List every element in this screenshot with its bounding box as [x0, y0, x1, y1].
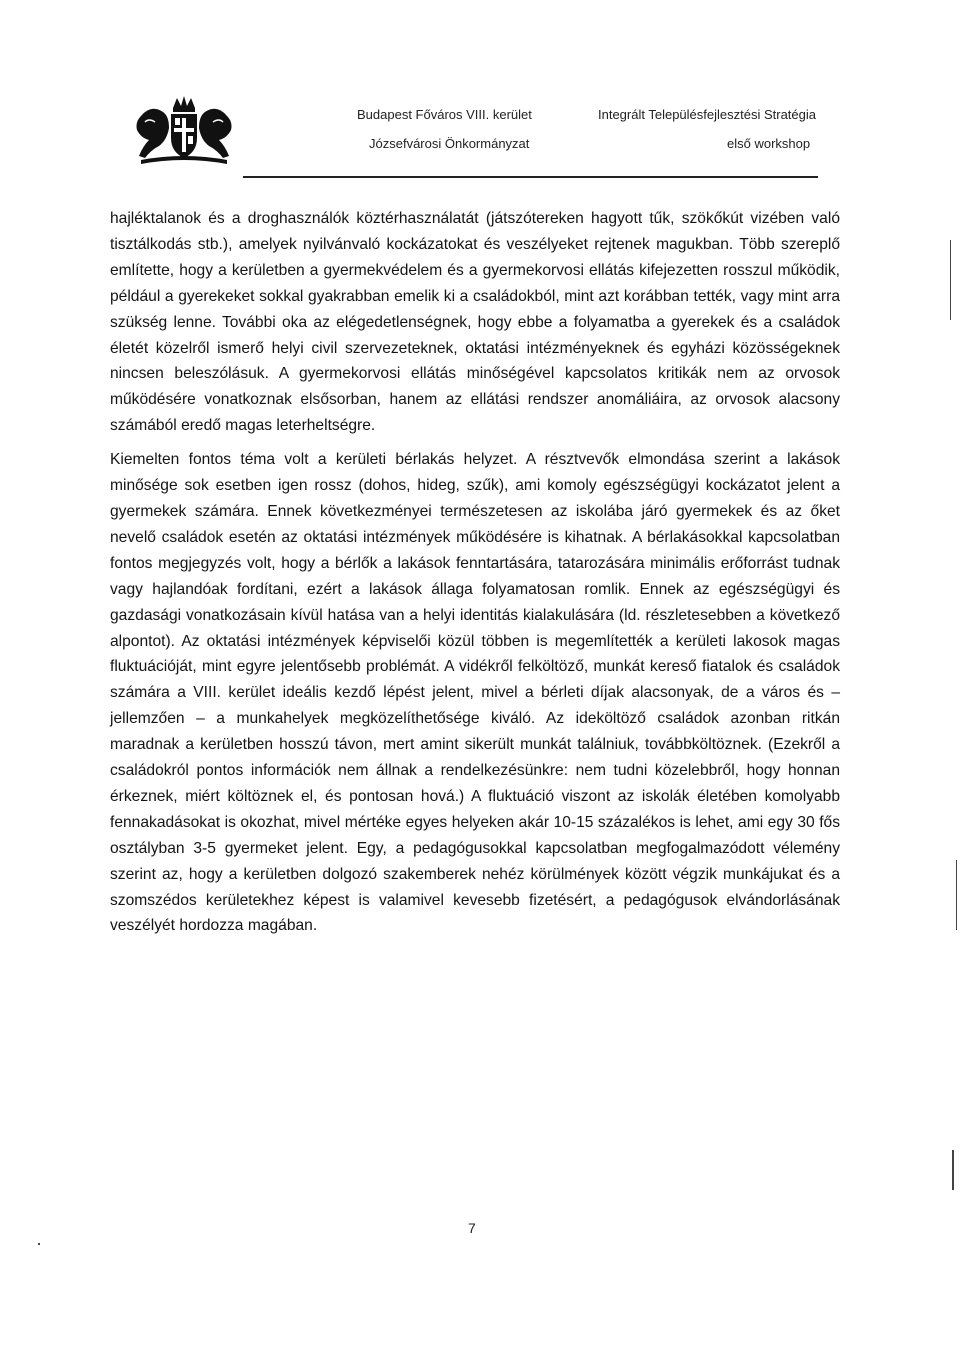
document-title: Integrált Településfejlesztési Stratégia: [598, 107, 816, 122]
page-header: [0, 0, 960, 180]
scan-artifact: [956, 860, 957, 930]
paragraph: hajléktalanok és a droghasználók köztérhasználatát (játszótereken hagyott tűk, szökőkút vizében való tisztálkodás stb.), amelyek nyilvánvaló kockázatokat és veszélyeket rejtenek magukban. Több szereplő említette, hogy a kerületben a gyermekvédelem és a gyermekorvosi ellátás kifejezetten rosszul működik, például a gyerekeket sokkal gyakrabban emelik ki a családokból, mint azt korábban tették, vagy mint arra szükség lenne. További oka az elégedetlenségnek, hogy ebbe a folyamatba a gyerekek és a családok életét közelről ismerő helyi civil szervezeteknek, oktatási intézményeknek és egyházi közösségeknek nincsen beleszólásuk. A gyermekorvosi ellátás minőségével kapcsolatos kritikák nem az orvosok működésére vonatkoznak elsősorban, hanem az ellátási rendszer anomáliáira, az orvosok alacsony számából eredő magas leterheltségre.: [110, 210, 840, 435]
coat-of-arms-icon: [133, 94, 235, 166]
workshop-label: első workshop: [727, 136, 811, 151]
paragraph: Kiemelten fontos téma volt a kerületi bérlakás helyzet. A résztvevők elmondása szerint a lakások minősége sok esetben igen rossz (dohos, hideg, szűk), ami komoly egészségügyi kockázatot jelent a gyermekek számára. Ennek következményei természetesen az iskolába járó gyermekek és az őket nevelő családok esetén az oktatási intézmények működésére is kihatnak. A bérlakásokkal kapcsolatban fontos megjegyzés volt, hogy a bérlők a lakások fenntartására, tatarozására minimális erőforrást tudnak vagy hajlandóak fordítani, ezért a lakások állaga folyamatosan romlik. Ennek az egészségügyi és gazdasági vonatkozásain kívül hatása van a helyi identitás kialakulására (ld. részletesebben a következő alpontot). Az oktatási intézmények képviselői közül többen is megemlítették a kerületi lakosok magas fluktuációját, mint egyre jelentősebb problémát. A vidékről felköltöző, munkát kereső fiatalok és családok számára a VIII. kerület ideális kezdő lépést jelent, mivel a bérleti díjak alacsonyak, de a város és – jellemzően – a munkahelyek megközelíthetősége kiváló. Az ideköltöző családok azonban ritkán maradnak a kerületben hosszú távon, mert amint sikerült munkát találniuk, továbbköltöznek. (Ezekről a családokról pontos információk nem állnak a rendelkezésünkre: nem tudni közelebbről, hogy honnan érkeznek, miért költöznek el, és pontosan hová.) A fluktuáció viszont az iskolák életében komolyabb fennakadásokat is okozhat, mivel mértéke egyes helyeken akár 10-15 százalékos is lehet, ami egy 30 fős osztályban 3-5 gyermeket jelent. Egy, a pedagógusokkal kapcsolatban megfogalmazódott vélemény szerint az, hogy a kerületben dolgozó szakemberek nehéz körülmények között végzik munkájukat és a szomszédos kerületekhez képest is valamivel kevesebb fizetésért, a pedagógusok elvándorlásának veszélyét hordozza magában.: [110, 451, 840, 935]
body-text: [110, 206, 840, 947]
page-number: 7: [468, 1220, 476, 1236]
municipality-name: Józsefvárosi Önkormányzat: [369, 136, 530, 151]
municipality-district: Budapest Főváros VIII. kerület: [357, 107, 532, 122]
scan-artifact: [952, 1150, 954, 1190]
scan-artifact: [950, 240, 951, 320]
header-divider: [243, 176, 818, 178]
scan-artifact: [38, 1243, 40, 1245]
